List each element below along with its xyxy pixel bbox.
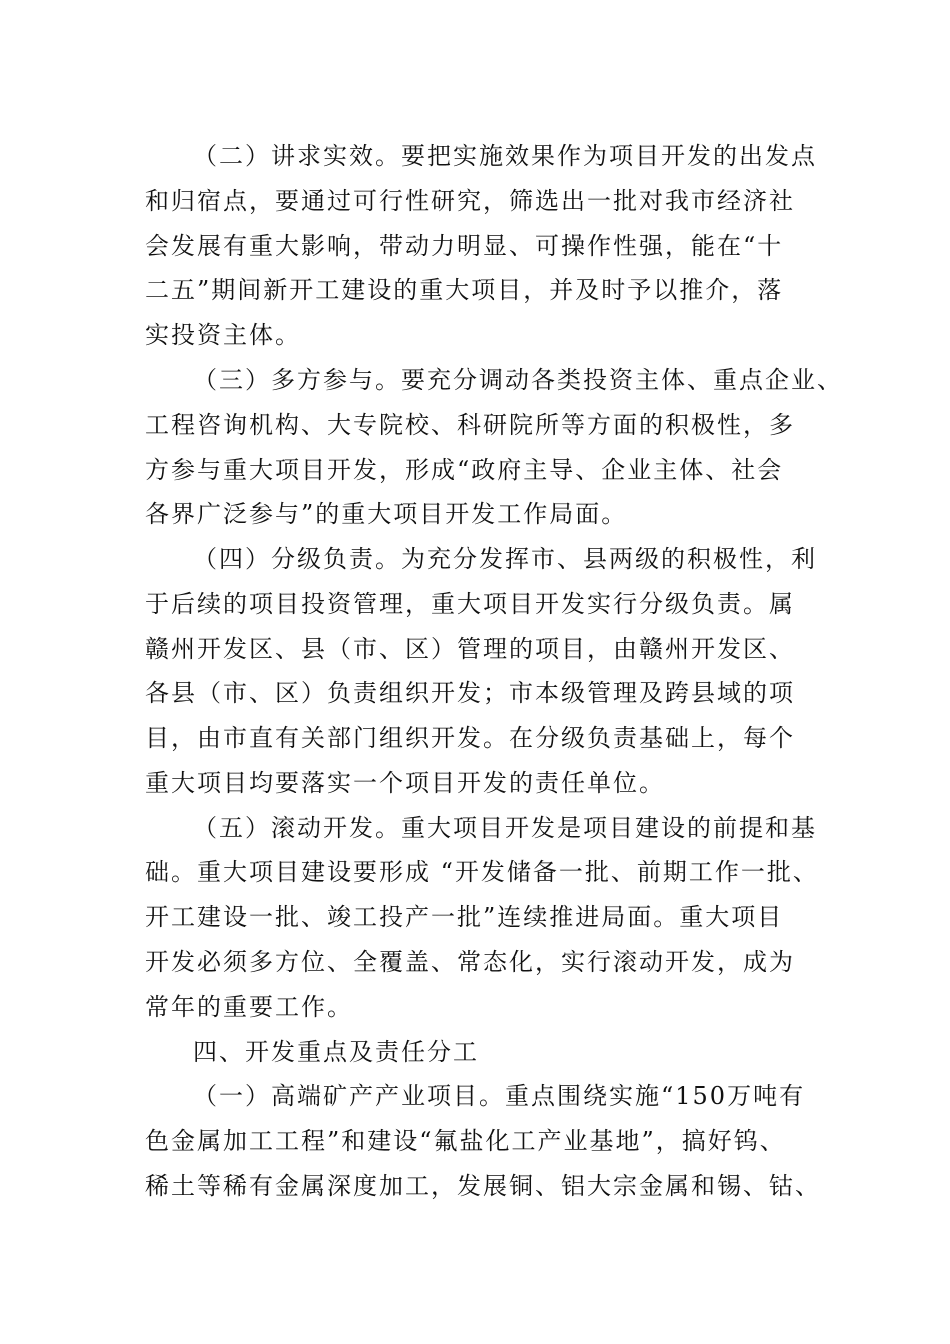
section-heading: 四、开发重点及责任分工	[193, 1038, 479, 1066]
text-line: 稀土等稀有金属深度加工，发展铜、铝大宗金属和锡、钴、	[145, 1172, 821, 1200]
text-line: 开发必须多方位、全覆盖、常态化，实行滚动开发，成为	[145, 948, 795, 976]
text-line: 于后续的项目投资管理，重大项目开发实行分级负责。属	[145, 590, 795, 618]
text-line: 础。重大项目建设要形成 “开发储备一批、前期工作一批、	[145, 858, 819, 886]
text-line: 常年的重要工作。	[145, 993, 353, 1021]
text-line: 开工建设一批、竣工投产一批”连续推进局面。重大项目	[145, 903, 784, 931]
text-line: 工程咨询机构、大专院校、科研院所等方面的积极性，多	[145, 411, 795, 439]
text-line: 二五”期间新开工建设的重大项目，并及时予以推介，落	[145, 276, 784, 304]
text-line: （四）分级负责。为充分发挥市、县两级的积极性，利	[193, 545, 817, 573]
text-line: 目，由市直有关部门组织开发。在分级负责基础上，每个	[145, 724, 795, 752]
text-line: 会发展有重大影响，带动力明显、可操作性强，能在“十	[145, 232, 784, 260]
text-line: （二）讲求实效。要把实施效果作为项目开发的出发点	[193, 142, 817, 170]
text-line: （一）高端矿产产业项目。重点围绕实施“150万吨有	[193, 1082, 806, 1110]
text-line: 各界广泛参与”的重大项目开发工作局面。	[145, 500, 628, 528]
text-line: 方参与重大项目开发，形成“政府主导、企业主体、社会	[145, 456, 784, 484]
text-line: （五）滚动开发。重大项目开发是项目建设的前提和基	[193, 814, 817, 842]
text-line: 和归宿点，要通过可行性研究，筛选出一批对我市经济社	[145, 187, 795, 215]
text-line: 实投资主体。	[145, 321, 301, 349]
text-line: 各县（市、区）负责组织开发；市本级管理及跨县域的项	[145, 679, 795, 707]
text-line: 色金属加工工程”和建设“氟盐化工产业基地”，搞好钨、	[145, 1127, 786, 1155]
text-line: 重大项目均要落实一个项目开发的责任单位。	[145, 769, 665, 797]
text-line: （三）多方参与。要充分调动各类投资主体、重点企业、	[193, 366, 843, 394]
text-line: 赣州开发区、县（市、区）管理的项目，由赣州开发区、	[145, 635, 795, 663]
